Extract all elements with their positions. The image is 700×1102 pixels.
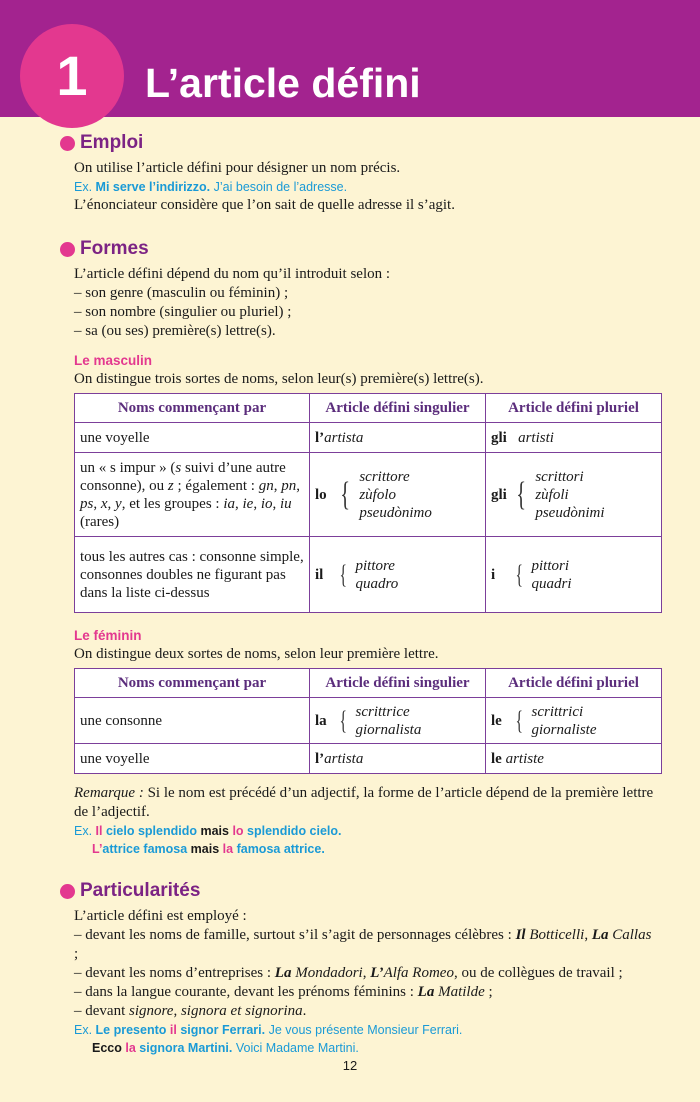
table-row (75, 698, 662, 744)
table-cell: le artiste (486, 744, 662, 774)
table-header-row (75, 669, 662, 698)
masculin-table (74, 393, 662, 613)
formes-intro: L’article défini dépend du nom qu’il introduit selon : (74, 266, 391, 282)
table-cell: lo { scrittore zùfolo pseudònimo (310, 453, 486, 537)
particularites-item: – devant signore, signora et signorina. (74, 1003, 307, 1019)
table-cell: une voyelle (75, 744, 310, 774)
table-cell: la { scrittrice giornalista (310, 698, 486, 744)
emploi-text-1: On utilise l’article défini pour désigner un nom précis. (74, 160, 401, 176)
particularites-item: – devant les noms d’entreprises : La Mondadori, L’Alfa Romeo, ou de collègues de travail ; (74, 965, 623, 981)
formes-item: – son nombre (singulier ou pluriel) ; (74, 304, 292, 320)
column-header: Noms commençant par (75, 669, 310, 698)
column-header: Article défini pluriel (486, 394, 662, 423)
section-heading-emploi: Emploi (74, 130, 654, 156)
table-cell: gli { scrittori zùfoli pseudònimi (486, 453, 662, 537)
bullet-icon (60, 242, 75, 257)
table-row (75, 537, 662, 613)
brace-icon: { (339, 705, 347, 735)
table-header-row (75, 394, 662, 423)
subheading-masculin: Le masculin (74, 353, 153, 368)
particularites-item: – dans la langue courante, devant les prénoms féminins : La Matilde ; (74, 984, 493, 1000)
section-heading-formes: Formes (74, 236, 654, 262)
table-cell: i { pittori quadri (486, 537, 662, 613)
table-cell: le { scrittrici giornaliste (486, 698, 662, 744)
remarque-text: Remarque : Si le nom est précédé d’un adjectif, la forme de l’article dépend de la première lettre de l’adjectif. (74, 785, 654, 820)
brace-icon: { (340, 475, 351, 513)
table-cell: une consonne (75, 698, 310, 744)
emploi-example: Ex. Mi serve l’indirizzo. J’ai besoin de l’adresse. (74, 180, 348, 194)
column-header: Article défini singulier (310, 394, 486, 423)
bullet-icon (60, 136, 75, 151)
main-content (74, 130, 654, 1057)
table-row (75, 423, 662, 453)
feminin-table (74, 668, 662, 774)
page-title: L’article défini (145, 60, 421, 106)
table-row (75, 744, 662, 774)
column-header: Noms commençant par (75, 394, 310, 423)
particularites-example-1: Ex. Le presento il signor Ferrari. Je vous présente Monsieur Ferrari. (74, 1023, 463, 1037)
brace-icon: { (515, 559, 523, 589)
brace-icon: { (515, 705, 523, 735)
particularites-example-2: Ecco la signora Martini. Voici Madame Martini. (92, 1041, 359, 1055)
masculin-intro: On distingue trois sortes de noms, selon leur(s) première(s) lettre(s). (74, 371, 484, 387)
page-number: 12 (342, 1058, 358, 1073)
brace-icon: { (339, 559, 347, 589)
table-cell: l’artista (310, 744, 486, 774)
table-cell: un « s impur » (s suivi d’une autre consonne), ou z ; également : gn, pn, ps, x, y, et les groupes : ia, ie, io, iu (rares) (75, 453, 310, 537)
formes-item: – son genre (masculin ou féminin) ; (74, 285, 289, 301)
table-row (75, 453, 662, 537)
emploi-text-2: L’énonciateur considère que l’on sait de quelle adresse il s’agit. (74, 197, 455, 213)
subheading-feminin: Le féminin (74, 628, 142, 643)
chapter-number: 1 (20, 24, 124, 128)
table-cell: l’artista (310, 423, 486, 453)
table-cell: il { pittore quadro (310, 537, 486, 613)
table-cell: une voyelle (75, 423, 310, 453)
section-heading-particularites: Particularités (74, 878, 654, 904)
formes-item: – sa (ou ses) première(s) lettre(s). (74, 323, 276, 339)
table-cell: tous les autres cas : consonne simple, consonnes doubles ne figurant pas dans la liste ci-dessus (75, 537, 310, 613)
feminin-intro: On distingue deux sortes de noms, selon leur première lettre. (74, 646, 439, 662)
particularites-intro: L’article défini est employé : (74, 908, 247, 924)
particularites-item: – devant les noms de famille, surtout s’il s’agit de personnages célèbres : Il Botticelli, La Callas ; (74, 927, 652, 962)
column-header: Article défini singulier (310, 669, 486, 698)
remarque-example-2: L’attrice famosa mais la famosa attrice. (92, 842, 325, 856)
column-header: Article défini pluriel (486, 669, 662, 698)
brace-icon: { (516, 475, 527, 513)
table-cell: gli artisti (486, 423, 662, 453)
bullet-icon (60, 884, 75, 899)
remarque-example-1: Ex. Il cielo splendido mais lo splendido cielo. (74, 824, 342, 838)
